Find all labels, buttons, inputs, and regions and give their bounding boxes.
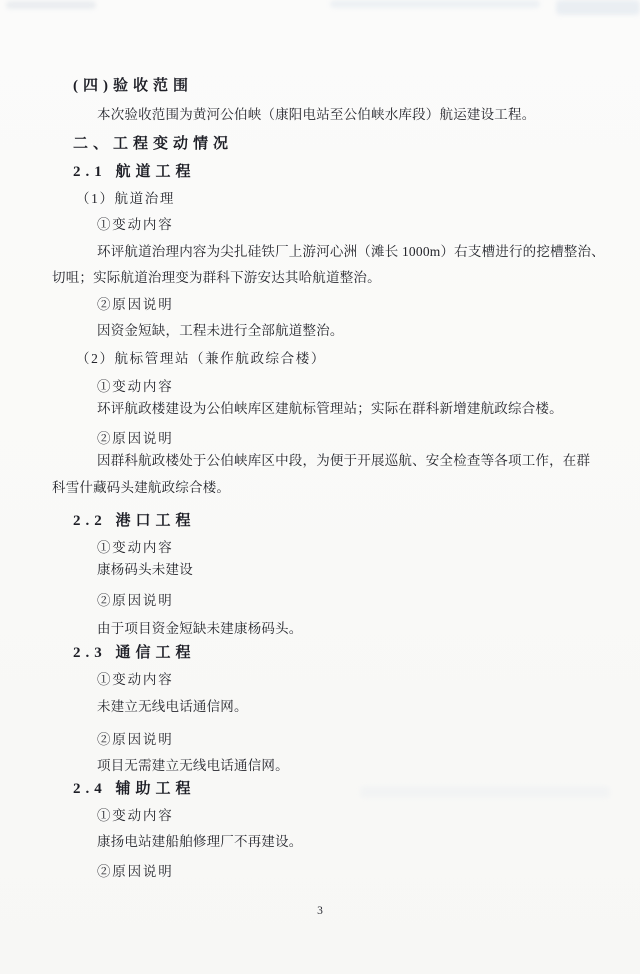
label-reason-4: ②原因说明 (97, 732, 174, 747)
para-change-content-4: 未建立无线电话通信网。 (97, 699, 248, 714)
scan-artifact-top-center (330, 0, 540, 8)
subheading-1-channel-regulation: （1）航道治理 (76, 191, 175, 206)
para-change-content-2: 环评航政楼建设为公伯峡库区建航标管理站；实际在群科新增建航政综合楼。 (97, 401, 563, 416)
para-reason-4: 项目无需建立无线电话通信网。 (97, 758, 289, 773)
para-reason-3: 由于项目资金短缺未建康杨码头。 (97, 621, 303, 636)
heading-section-2-project-changes: 二、工程变动情况 (73, 136, 234, 152)
scan-artifact-top-right (556, 0, 640, 15)
scan-artifact-top-left (6, 1, 96, 9)
label-change-content-3: ①变动内容 (97, 540, 174, 555)
heading-acceptance-scope: (四)验收范围 (73, 78, 193, 94)
subheading-2-beacon-station: （2）航标管理站（兼作航政综合楼） (76, 351, 326, 366)
label-change-content-2: ①变动内容 (97, 379, 174, 394)
label-change-content-1: ①变动内容 (97, 217, 174, 232)
label-reason-3: ②原因说明 (97, 593, 174, 608)
heading-2-1-channel-works: 2.1 航道工程 (73, 164, 196, 180)
heading-2-2-port-works: 2.2 港口工程 (73, 513, 196, 529)
para-reason-2-line1: 因群科航政楼处于公伯峡库区中段，为便于开展巡航、安全检查等各项工作，在群 (97, 453, 591, 468)
para-change-content-1-line2: 切咀；实际航道治理变为群科下游安达其哈航道整治。 (52, 270, 381, 285)
para-reason-2-line2: 科雪什藏码头建航政综合楼。 (52, 480, 231, 495)
para-change-content-1-line1: 环评航道治理内容为尖扎硅铁厂上游河心洲（滩长 1000m）右支槽进行的挖槽整治、 (97, 244, 605, 259)
para-change-content-5: 康扬电站建船舶修理厂不再建设。 (97, 834, 303, 849)
label-change-content-4: ①变动内容 (97, 672, 174, 687)
scan-artifact-mid-right (360, 786, 610, 798)
para-acceptance-scope: 本次验收范围为黄河公伯峡（康阳电站至公伯峡水库段）航运建设工程。 (97, 107, 536, 122)
label-reason-5: ②原因说明 (97, 864, 174, 879)
para-reason-1: 因资金短缺，工程未进行全部航道整治。 (97, 323, 344, 338)
para-change-content-3: 康杨码头未建设 (97, 562, 193, 577)
label-reason-1: ②原因说明 (97, 297, 174, 312)
heading-2-4-auxiliary-works: 2.4 辅助工程 (73, 781, 196, 797)
heading-2-3-communication-works: 2.3 通信工程 (73, 645, 196, 661)
label-reason-2: ②原因说明 (97, 431, 174, 446)
label-change-content-5: ①变动内容 (97, 808, 174, 823)
page-number: 3 (317, 905, 323, 917)
